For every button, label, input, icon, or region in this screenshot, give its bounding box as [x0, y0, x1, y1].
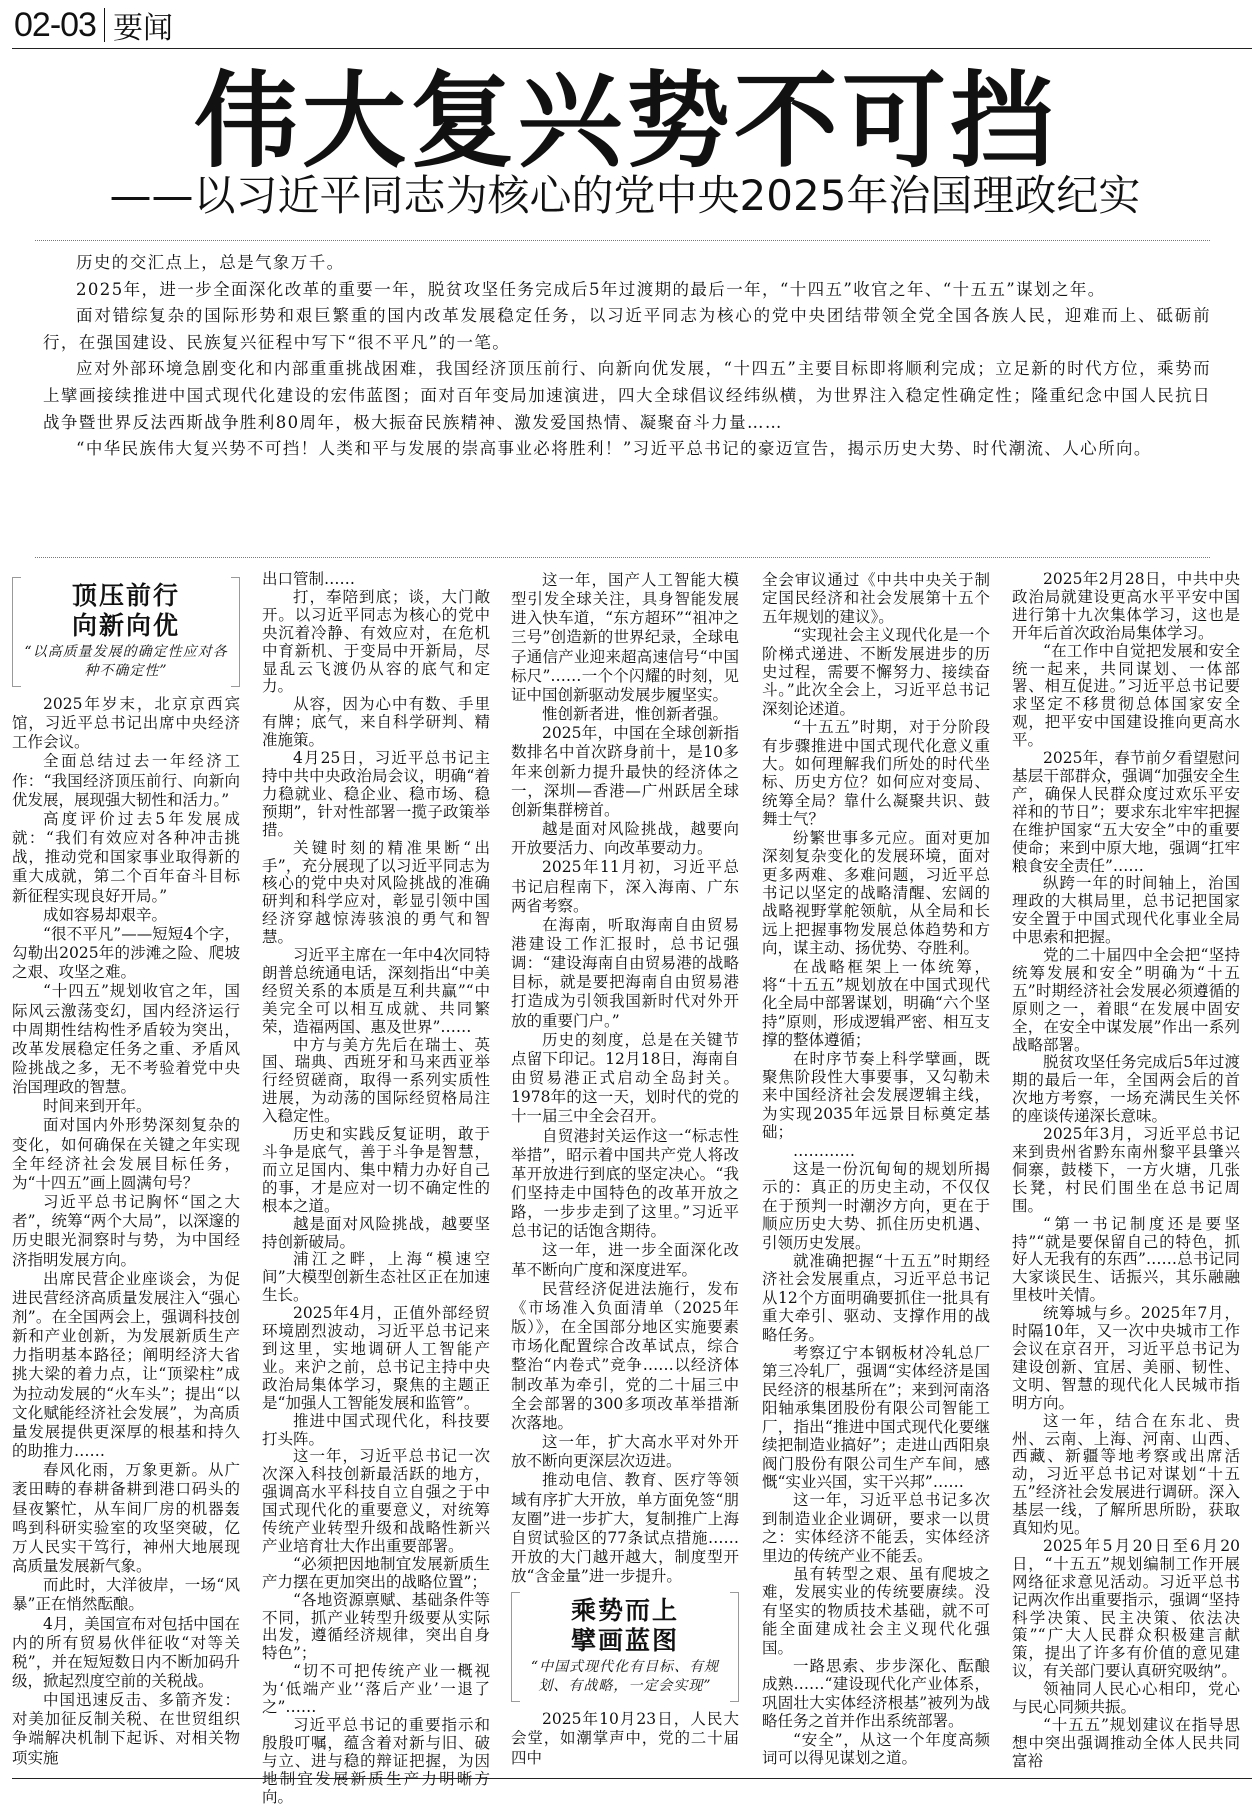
- article-paragraph: “十五五”时期，对于分阶段有步骤推进中国式现代化意义重大。如何理解我们所处的时代坐标、历史方位？如何应对变局、统筹全局？靠什么凝聚共识、鼓舞士气？: [762, 718, 990, 829]
- article-paragraph: 春风化雨，万象更新。从广袤田畴的春耕备耕到港口码头的昼夜繁忙，从车间厂房的机器轰鸣到科研实验室的攻坚突破，亿万人民实干笃行，神州大地展现高质量发展新气象。: [12, 1461, 240, 1576]
- article-paragraph: 在战略框架上一体统筹，将“十五五”规划放在中国式现代化全局中部署谋划，明确“六个坚持”原则，形成逻辑严密、相互支撑的整体遵循；: [762, 957, 990, 1050]
- section-heading-box: [511, 1592, 739, 1702]
- article-paragraph: 越是面对风险挑战，越要坚持创新破局。: [262, 1214, 490, 1251]
- article-paragraph: 这一年，结合在东北、贵州、云南、上海、河南、山西、西藏、新疆等地考察或出席活动，习近平总书记对谋划“十五五”经济社会发展进行调研。深入基层一线，了解所思所盼，获取真知灼见。: [1012, 1411, 1240, 1538]
- article-paragraph: “切不可把传统产业一概视为‘低端产业’‘落后产业’一退了之”……: [262, 1662, 490, 1717]
- article-paragraph: 2025年10月23日，人民大会堂，如潮掌声中，党的二十届四中: [511, 1710, 739, 1767]
- article-paragraph: 这是一份沉甸甸的规划所揭示的：真正的历史主动，不仅仅在于预判一时潮汐方向，更在于顺应历史大势、抓住历史机遇、引领历史发展。: [762, 1160, 990, 1252]
- top-rule: [12, 48, 1252, 49]
- article-paragraph: 全面总结过去一年经济工作：“我国经济顶压前行、向新向优发展，展现强大韧性和活力。”: [12, 752, 240, 809]
- article-paragraph: 历史和实践反复证明，敢于斗争是底气，善于斗争是智慧，而立足国内、集中精力办好自己的事，才是应对一切不确定性的根本之道。: [262, 1125, 490, 1215]
- article-paragraph: 而此时，大洋彼岸，一场“风暴”正在悄然酝酿。: [12, 1576, 240, 1614]
- article-paragraph: 2025年，春节前夕看望慰问基层干部群众，强调“加强安全生产，确保人民群众度过欢乐平安祥和的节日”；要求东北牢牢把握在维护国家“五大安全”中的重要使命；来到中原大地，强调“扛牢粮食安全责任”……: [1012, 749, 1240, 875]
- headline-subtitle: ——以习近平同志为核心的党中央2025年治国理政纪实: [109, 171, 1141, 220]
- section-heading-line: 向新向优: [71, 611, 180, 640]
- section-quote: “中国式现代化有目标、有规划、有战略，一定会实现”: [530, 1659, 720, 1695]
- article-paragraph: 惟创新者进，惟创新者强。: [542, 705, 729, 724]
- article-paragraph: 2025年3月，习近平总书记来到贵州省黔东南州黎平县肇兴侗寨，鼓楼下，一方火塘，几张长凳，村民们围坐在总书记周围。: [1012, 1125, 1240, 1215]
- section-heading-line: 乘势而上: [570, 1596, 679, 1626]
- article-paragraph: “很不平凡”——短短4个字，勾勒出2025年的涉滩之险、爬坡之艰、攻坚之难。: [12, 924, 240, 982]
- article-paragraph: “在工作中自觉把发展和安全统一起来，共同谋划、一体部署、相互促进。”习近平总书记要求坚定不移贯彻总体国家安全观，把平安中国建设推向更高水平。: [1012, 641, 1240, 750]
- article-paragraph: 2025年5月20日至6月20日，“十五五”规划编制工作开展网络征求意见活动。习近平总书记两次作出重要指示，强调“坚持科学决策、民主决策、依法决策”“广大人民群众积极建言献策，提出了许多有价值的意见建议，有关部门要认真研究吸纳”。: [1012, 1536, 1240, 1681]
- article-column-3: [511, 571, 739, 1768]
- article-paragraph: 民营经济促进法施行，发布《市场准入负面清单（2025年版）》，在全国部分地区实施要素市场化配置综合改革试点，综合整治“内卷式”竞争……以经济体制改革为牵引，党的二十届三中全会部署的300多项改革举措渐次落地。: [511, 1279, 739, 1432]
- article-paragraph: 就准确把握“十五五”时期经济社会发展重点，习近平总书记从12个方面明确要抓住一批具有重大牵引、驱动、支撑作用的战略任务。: [762, 1252, 990, 1344]
- article-paragraph: 出口管制……: [262, 570, 356, 588]
- intro-paragraph: “中华民族伟大复兴势不可挡！人类和平与发展的崇高事业必将胜利！”习近平总书记的豪迈宣告，揭示历史大势、时代潮流、人心所向。: [76, 439, 1152, 459]
- article-paragraph: 浦江之畔，上海“模速空间”大模型创新生态社区正在加速生长。: [262, 1250, 490, 1305]
- article-paragraph: 自贸港封关运作这一“标志性举措”，昭示着中国共产党人将改革开放进行到底的坚定决心。“我们坚持走中国特色的改革开放之路，一步步走到了这里。”习近平总书记的话饱含期待。: [511, 1126, 739, 1241]
- article-paragraph: 在时序节奏上科学擘画，既聚焦阶段性大事要事，又勾勒未来中国经济社会发展逻辑主线，为实现2035年远景目标奠定基础；: [762, 1049, 990, 1142]
- article-paragraph: 4月，美国宣布对包括中国在内的所有贸易伙伴征收“对等关税”，并在短短数日内不断加码升级，掀起烈度空前的关税战。: [12, 1614, 240, 1690]
- article-paragraph: 统筹城与乡。2025年7月，时隔10年，又一次中央城市工作会议在京召开，习近平总书记为建设创新、宜居、美丽、韧性、文明、智慧的现代化人民城市指明方向。: [1012, 1304, 1240, 1412]
- article-paragraph: 纵跨一年的时间轴上，治国理政的大棋局里，总书记把国家安全置于中国式现代化事业全局中思索和把握。: [1012, 874, 1240, 947]
- article-paragraph: 打，奉陪到底；谈，大门敞开。以习近平同志为核心的党中央沉着冷静、有效应对，在危机中育新机、于变局中开新局，尽显乱云飞渡仍从容的底气和定力。: [262, 587, 490, 696]
- article-paragraph: 在海南，听取海南自由贸易港建设工作汇报时，总书记强调：“建设海南自由贸易港的战略目标，就是要把海南自由贸易港打造成为引领我国新时代对外开放的重要门户。”: [511, 915, 739, 1030]
- article-paragraph: 脱贫攻坚任务完成后5年过渡期的最后一年，全国两会后的首次地方考察，一场充满民生关怀的座谈传递深长意味。: [1012, 1053, 1240, 1126]
- article-paragraph: 面对国内外形势深刻复杂的变化，如何确保在关键之年实现全年经济社会发展目标任务，为“十四五”画上圆满句号？: [12, 1116, 240, 1192]
- article-paragraph: 这一年，扩大高水平对外开放不断向更深层次迈进。: [511, 1433, 739, 1471]
- article-paragraph: 领袖同人民心心相印，党心与民心同频共振。: [1012, 1680, 1240, 1717]
- article-paragraph: 习近平主席在一年中4次同特朗普总统通电话，深刻指出“中美经贸关系的本质是互利共赢”“中美完全可以相互成就、共同繁荣，造福两国、惠及世界”……: [262, 946, 490, 1036]
- intro-paragraph: 2025年，进一步全面深化改革的重要一年，脱贫攻坚任务完成后5年过渡期的最后一年，“十四五”收官之年、“十五五”谋划之年。: [76, 279, 1106, 299]
- article-column-4: [762, 571, 990, 1767]
- article-paragraph: “十四五”规划收官之年，国际风云激荡变幻，国内经济运行中周期性结构性矛盾较为突出，改革发展稳定任务之重、矛盾风险挑战之多，无不考验着党中央治国理政的智慧。: [12, 982, 240, 1097]
- bottom-rule: [12, 1778, 1252, 1779]
- article-paragraph: 2025年岁末，北京京西宾馆，习近平总书记出席中央经济工作会议。: [12, 695, 240, 752]
- article-paragraph: 高度评价过去5年发展成就：“我们有效应对各种冲击挑战，推动党和国家事业取得新的重大成就，第二个百年奋斗目标新征程实现良好开局。”: [12, 809, 240, 905]
- section-heading-box: [12, 577, 240, 687]
- masthead-divider: [104, 8, 105, 42]
- article-paragraph: 这一年，进一步全面深化改革不断向广度和深度进军。: [511, 1241, 739, 1279]
- article-paragraph: 推进中国式现代化，科技要打头阵。: [262, 1411, 490, 1448]
- intro-paragraph: 历史的交汇点上，总是气象万千。: [76, 253, 345, 272]
- article-paragraph: “安全”，从这一个年度高频词可以得见谋划之道。: [762, 1730, 990, 1767]
- article-paragraph: 纷繁世事多元应。面对更加深刻复杂变化的发展环境，面对更多两难、多难问题，习近平总书记以坚定的战略清醒、宏阔的战略视野掌舵领航，从全局和长远上把握事物发展总体趋势和方向，谋主动、扬优势、夺胜利。: [762, 828, 990, 958]
- article-paragraph: 2025年11月初，习近平总书记启程南下，深入海南、广东两省考察。: [511, 858, 739, 915]
- intro-paragraph: 面对错综复杂的国际形势和艰巨繁重的国内改革发展稳定任务，以习近平同志为核心的党中央团结带领全党全国各族人民，迎难而上、砥砺前行，在强国建设、民族复兴征程中写下“很不平凡”的一笔。: [43, 306, 1211, 352]
- article-paragraph: 从容，因为心中有数、手里有牌；底气，来自科学研判、精准施策。: [262, 695, 490, 750]
- section-heading-line: 顶压前行: [71, 581, 180, 610]
- article-paragraph: “十五五”规划建议在指导思想中突出强调推动全体人民共同富裕: [1012, 1716, 1240, 1770]
- intro-bottom-divider: [35, 557, 1210, 558]
- article-paragraph: 关键时刻的精准果断“出手”，充分展现了以习近平同志为核心的党中央对风险挑战的准确研判和科学应对，彰显引领中国经济穿越惊涛骇浪的勇气和智慧。: [262, 838, 490, 947]
- article-paragraph: 成如容易却艰辛。: [43, 905, 168, 924]
- article-paragraph: 习近平总书记的重要指示和殷殷叮嘱，蕴含着对新与旧、破与立、进与稳的辩证把握，为因地制宜发展新质生产力明晰方向。: [262, 1716, 490, 1806]
- article-paragraph: 历史的刻度，总是在关键节点留下印记。12月18日，海南自由贸易港正式启动全岛封关。1978年的这一天，划时代的党的十一届三中全会召开。: [511, 1030, 739, 1126]
- article-paragraph: 虽有转型之艰、虽有爬坡之难，发展实业的传统要赓续。没有坚实的物质技术基础，就不可能全面建成社会主义现代化强国。: [762, 1564, 990, 1657]
- article-column-1: [12, 571, 240, 1768]
- article-paragraph: 时间来到开年。: [43, 1097, 152, 1116]
- intro-paragraph: 应对外部环境急剧变化和内部重重挑战困难，我国经济顶压前行、向新向优发展，“十四五”主要目标即将顺利完成；立足新的时代方位，乘势而上擘画接续推进中国式现代化建设的宏伟蓝图；面对百年变局加速演进，四大全球倡议经纬纵横，为世界注入稳定性确定性；隆重纪念中国人民抗日战争暨世界反法西斯战争胜利80周年，极大振奋民族精神、激发爱国热情、凝聚奋斗力量……: [43, 359, 1211, 432]
- article-paragraph: 党的二十届四中全会把“坚持统筹发展和安全”明确为“十五五”时期经济社会发展必须遵循的原则之一，着眼“在发展中固安全，在安全中谋发展”作出一系列战略部署。: [1012, 946, 1240, 1054]
- intro-top-divider: [35, 240, 1210, 241]
- article-paragraph: 中方与美方先后在瑞士、英国、瑞典、西班牙和马来西亚举行经贸磋商，取得一系列实质性进展，为动荡的国际经贸格局注入稳定性。: [262, 1035, 490, 1126]
- article-column-5: [1012, 571, 1240, 1771]
- article-paragraph: “各地资源禀赋、基础条件等不同，抓产业转型升级要从实际出发，遵循经济规律，突出自身特色”；: [262, 1590, 490, 1663]
- article-paragraph: 4月25日，习近平总书记主持中共中央政治局会议，明确“着力稳就业、稳企业、稳市场、稳预期”，针对性部署一揽子政策举措。: [262, 749, 490, 839]
- article-paragraph: 这一年，国产人工智能大模型引发全球关注，具身智能发展进入快车道，“东方超环”“祖冲之三号”创造新的世界纪录，全球电子通信产业迎来超高速信号“中国标尺”……一个个闪耀的时刻，见证中国创新驱动发展步履坚实。: [511, 571, 739, 704]
- headline-title: 伟大复兴势不可挡: [193, 60, 1058, 182]
- intro-lead: [43, 250, 1211, 463]
- article-paragraph: 这一年，习近平总书记多次到制造业企业调研，要求一以贯之：实体经济不能丢，实体经济里边的传统产业不能丢。: [762, 1491, 990, 1565]
- article-paragraph: 一路思索、步步深化、酝酿成熟……“建设现代化产业体系，巩固壮大实体经济根基”被列为战略任务之首并作出系统部署。: [762, 1656, 990, 1731]
- page-number: 02-03: [14, 5, 96, 44]
- section-heading-line: 擘画蓝图: [570, 1626, 679, 1656]
- article-paragraph: …………: [793, 1141, 855, 1160]
- article-paragraph: 2025年，中国在全球创新指数排名中首次跻身前十，是10多年来创新力提升最快的经济体之一，深圳—香港—广州跃居全球创新集群榜首。: [511, 724, 739, 819]
- article-paragraph: “第一书记制度还是要坚持”“就是要保留自己的特色，抓好人无我有的东西”……总书记同大家谈民生、话振兴，其乐融融里枝叶关情。: [1012, 1214, 1240, 1305]
- article-paragraph: “必须把因地制宜发展新质生产力摆在更加突出的战略位置”；: [262, 1554, 490, 1591]
- article-paragraph: 2025年2月28日，中共中央政治局就建设更高水平平安中国进行第十九次集体学习，这也是开年后首次政治局集体学习。: [1012, 570, 1240, 642]
- article-paragraph: 习近平总书记胸怀“国之大者”，统筹“两个大局”，以深邃的历史眼光洞察时与势，为中国经济指明发展方向。: [12, 1193, 240, 1269]
- section-name: 要闻: [112, 11, 173, 46]
- article-paragraph: 2025年4月，正值外部经贸环境剧烈波动，习近平总书记来到这里，实地调研人工智能产业。来沪之前，总书记主持中央政治局集体学习，聚焦的主题正是“加强人工智能发展和监管”。: [262, 1304, 490, 1412]
- article-paragraph: 越是面对风险挑战，越要向开放要活力、向改革要动力。: [511, 820, 739, 858]
- article-column-2: [262, 571, 490, 1807]
- article-paragraph: 推动电信、教育、医疗等领域有序扩大开放，单方面免签“朋友圈”进一步扩大，复制推广上海自贸试验区的77条试点措施……开放的大门越开越大，制度型开放“含金量”进一步提升。: [511, 1471, 739, 1586]
- article-paragraph: 考察辽宁本钢板材冷轧总厂第三冷轧厂，强调“实体经济是国民经济的根基所在”；来到河南洛阳轴承集团股份有限公司智能工厂，指出“推进中国式现代化要继续把制造业搞好”；走进山西阳泉阀门股份有限公司生产车间，感慨“实业兴国，实干兴邦”……: [762, 1344, 990, 1491]
- article-paragraph: 中国迅速反击、多箭齐发：对美加征反制关税、在世贸组织争端解决机制下起诉、对相关物项实施: [12, 1691, 240, 1767]
- section-quote: “以高质量发展的确定性应对各种不确定性”: [24, 644, 228, 679]
- article-paragraph: “实现社会主义现代化是一个阶梯式递进、不断发展进步的历史过程，需要不懈努力、接续奋斗。”此次全会上，习近平总书记深刻论述道。: [762, 626, 990, 718]
- article-paragraph: 这一年，习近平总书记一次次深入科技创新最活跃的地方，强调高水平科技自立自强之于中国式现代化的重要意义，对统筹传统产业转型升级和战略性新兴产业培育壮大作出重要部署。: [262, 1447, 490, 1555]
- masthead: [14, 4, 173, 46]
- article-paragraph: 出席民营企业座谈会，为促进民营经济高质量发展注入“强心剂”。在全国两会上，强调科技创新和产业创新，为发展新质生产力指明基本路径；阐明经济大省挑大梁的着力点，让“顶梁柱”成为拉动发展的“火车头”；提出“以文化赋能经济社会发展”，为高质量发展提供更深厚的根基和持久的助推力……: [12, 1269, 240, 1461]
- article-paragraph: 全会审议通过《中共中央关于制定国民经济和社会发展第十五个五年规划的建议》。: [762, 571, 990, 626]
